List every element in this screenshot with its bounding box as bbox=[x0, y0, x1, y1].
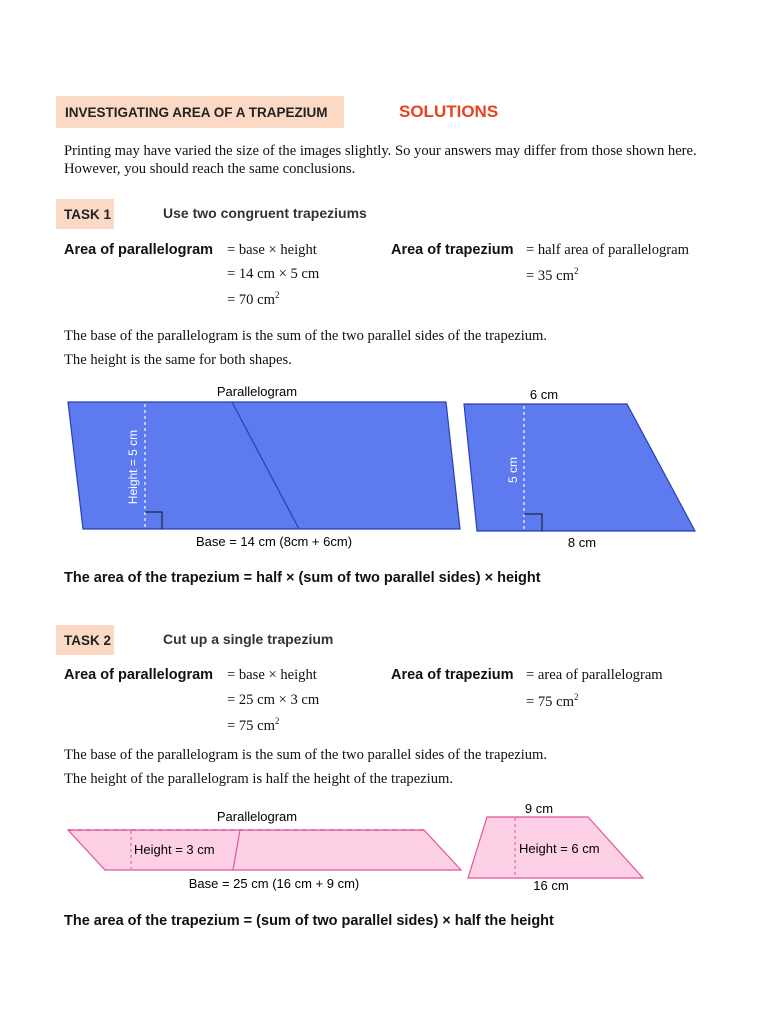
task2-trapezium-eq-1: = area of parallelogram bbox=[526, 667, 663, 683]
task1-height-label: Height = 5 cm bbox=[126, 429, 140, 505]
task2-para-2: The height of the parallelogram is half the height of the trapezium. bbox=[64, 771, 454, 787]
task1-figure bbox=[0, 380, 768, 555]
task1-trapezium-shape bbox=[464, 404, 695, 531]
task1-parallelogram-eq-1: = base × height bbox=[227, 242, 317, 258]
task1-conclusion: The area of the trapezium = half × (sum of two parallel sides) × height bbox=[64, 570, 541, 586]
task2-para-1: The base of the parallelogram is the sum of the two parallel sides of the trapezium. bbox=[64, 747, 548, 763]
task1-parallelogram-title: Parallelogram bbox=[216, 384, 298, 399]
task2-trapezium-label: Area of trapezium bbox=[391, 667, 514, 683]
task1-trap-top-label: 6 cm bbox=[529, 387, 559, 402]
task1-base-label: Base = 14 cm (8cm + 6cm) bbox=[195, 534, 353, 549]
task2-parallelogram-eq-3: = 75 $cm^2$ bbox=[227, 716, 280, 734]
task1-trapezium-label: Area of trapezium bbox=[391, 242, 514, 258]
task1-parallelogram-label: Area of parallelogram bbox=[64, 242, 214, 258]
task1-trapezium-eq-1: = half area of parallelogram bbox=[526, 242, 689, 258]
task2-trap-top-label: 9 cm bbox=[524, 801, 554, 816]
task2-parallelogram-eq-1: = base × height bbox=[227, 667, 317, 683]
task2-figure bbox=[0, 798, 768, 898]
task1-para-2: The height is the same for both shapes. bbox=[64, 352, 292, 368]
task2-parallelogram-title: Parallelogram bbox=[216, 809, 298, 824]
task1-label: TASK 1 bbox=[64, 206, 112, 222]
task1-parallelogram-eq-3: = 70 $cm^2$ bbox=[227, 290, 280, 308]
intro-text: Printing may have varied the size of the images slightly. So your answers may differ from those shown here. However, you should reach the same conclusions. bbox=[64, 143, 697, 177]
task2-trap-height-label: Height = 6 cm bbox=[519, 841, 600, 856]
task1-para-1: The base of the parallelogram is the sum of the two parallel sides of the trapezium. bbox=[64, 328, 548, 344]
task1-parallelogram-eq-2: = 14 cm × 5 cm bbox=[227, 266, 320, 282]
task2-box bbox=[56, 625, 114, 655]
task1-box bbox=[56, 199, 114, 229]
task1-trap-height-label: 5 cm bbox=[506, 456, 520, 484]
task1-trapezium-eq-2: = 35 $cm^2$ bbox=[526, 266, 579, 284]
task2-conclusion: The area of the trapezium = (sum of two parallel sides) × half the height bbox=[64, 913, 554, 929]
task1-trap-bottom-label: 8 cm bbox=[567, 535, 597, 550]
task2-subtitle: Cut up a single trapezium bbox=[163, 631, 334, 647]
task2-trapezium-eq-2: = 75 $cm^2$ bbox=[526, 692, 579, 710]
page-title: INVESTIGATING AREA OF A TRAPEZIUM bbox=[65, 104, 328, 120]
task2-label: TASK 2 bbox=[64, 632, 112, 648]
task2-base-label: Base = 25 cm (16 cm + 9 cm) bbox=[188, 876, 360, 891]
solutions-heading: SOLUTIONS bbox=[399, 102, 499, 121]
task2-parallelogram-eq-2: = 25 cm × 3 cm bbox=[227, 692, 320, 708]
task1-subtitle: Use two congruent trapeziums bbox=[163, 205, 367, 221]
task2-height-label: Height = 3 cm bbox=[134, 842, 215, 857]
task2-parallelogram-label: Area of parallelogram bbox=[64, 667, 214, 683]
title-box bbox=[56, 96, 344, 128]
task2-trap-bottom-label: 16 cm bbox=[533, 878, 569, 893]
task2-parallelogram-shape bbox=[68, 830, 461, 870]
